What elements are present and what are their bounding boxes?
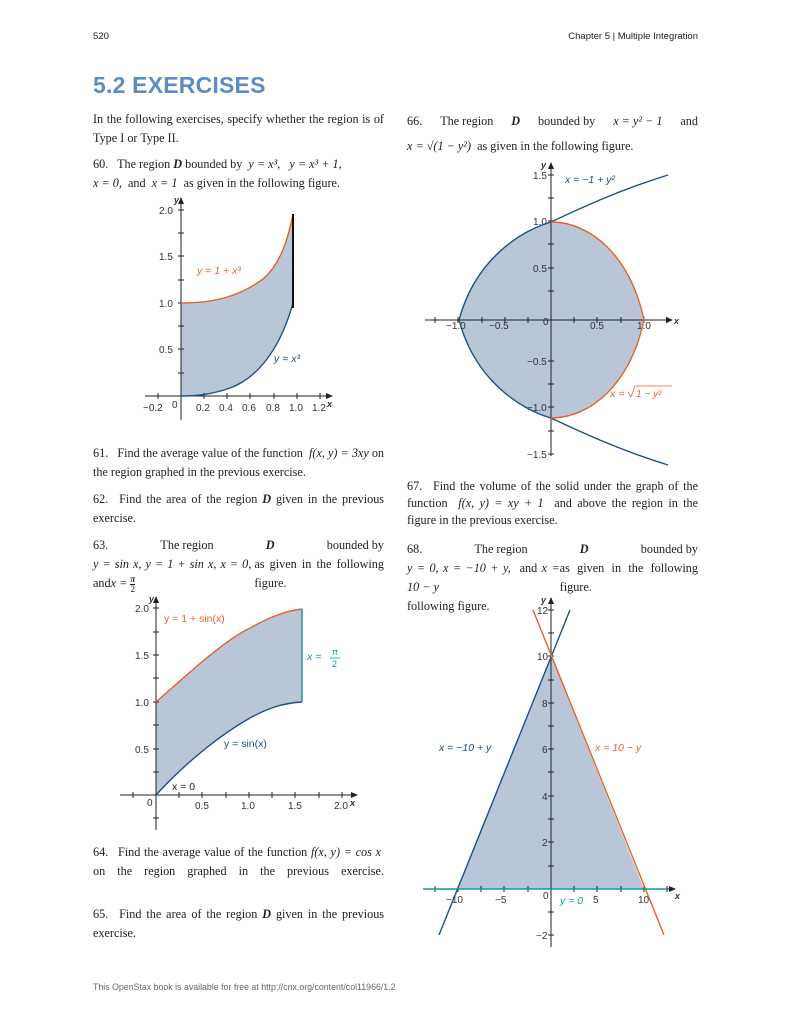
svg-text:1.2: 1.2 [312, 403, 326, 414]
svg-text:−1.5: −1.5 [527, 450, 547, 461]
svg-text:1.0: 1.0 [289, 403, 303, 414]
exercise-61: 61. Find the average value of the function f(x, y) = 3xy on the region graphed in the previous exercise. [93, 446, 385, 479]
svg-text:0.5: 0.5 [195, 801, 209, 812]
svg-text:−10: −10 [446, 895, 463, 906]
svg-text:x = 10 − y: x = 10 − y [595, 742, 642, 754]
svg-text:2.0: 2.0 [159, 206, 173, 217]
svg-text:1.0: 1.0 [637, 321, 651, 332]
svg-text:1 − y²: 1 − y² [636, 389, 662, 400]
exercise-68: 68. The region D bounded by y = 0, x = −10 + y, and x = 10 − y as given in the following figure. following figure. [407, 542, 698, 613]
figure-68 [423, 595, 681, 947]
svg-text:0.5: 0.5 [159, 345, 173, 356]
svg-text:−5: −5 [495, 895, 507, 906]
svg-text:8: 8 [542, 699, 548, 710]
svg-text:1.5: 1.5 [288, 801, 302, 812]
intro-text: In the following exercises, specify whether the region is of Type I or Type II. [93, 112, 384, 145]
exercise-65: 65. Find the area of the region D given in the previous exercise. [93, 907, 385, 940]
svg-text:1.5: 1.5 [533, 171, 547, 182]
svg-text:10: 10 [537, 652, 549, 663]
svg-text:−0.5: −0.5 [489, 321, 509, 332]
svg-text:0: 0 [147, 798, 153, 809]
svg-text:x: x [327, 399, 333, 409]
svg-text:x: x [674, 316, 680, 326]
figure-66 [425, 160, 680, 465]
exercise-66: 66. The region D bounded by x = y² − 1 and x = √(1 − y²) as given in the following figure. [407, 114, 698, 153]
svg-text:2: 2 [542, 838, 548, 849]
exercise-64: 64. Find the average value of the function f(x, y) = cos x on the region graphed in the previous exercise. [93, 845, 384, 878]
svg-text:2.0: 2.0 [334, 801, 348, 812]
svg-text:y = sin(x): y = sin(x) [224, 738, 267, 750]
svg-text:12: 12 [537, 606, 549, 617]
svg-text:0: 0 [543, 317, 549, 328]
svg-text:5: 5 [593, 895, 599, 906]
svg-text:6: 6 [542, 745, 548, 756]
exercise-60: 60. The region D bounded by y = x³, y = x³ + 1, x = 0, and x = 1 as given in the following figure. [93, 157, 342, 190]
svg-text:1.0: 1.0 [241, 801, 255, 812]
svg-text:0: 0 [543, 891, 549, 902]
svg-text:−0.2: −0.2 [143, 403, 163, 414]
svg-text:0: 0 [172, 400, 178, 411]
svg-text:x: x [350, 798, 356, 808]
exercise-67: 67. Find the volume of the solid under the graph of the function f(x, y) = xy + 1 and above the region in the figure in the previous exercise. [407, 479, 699, 527]
svg-text:y = 1 + sin(x): y = 1 + sin(x) [164, 613, 225, 625]
svg-text:x = −10 + y: x = −10 + y [439, 742, 492, 754]
svg-text:y: y [541, 160, 547, 170]
svg-text:0.5: 0.5 [533, 264, 547, 275]
svg-text:0.4: 0.4 [219, 403, 233, 414]
svg-text:0.8: 0.8 [266, 403, 280, 414]
svg-text:x = −1 + y²: x = −1 + y² [565, 174, 615, 186]
exercise-63: 63. The region D bounded by y = sin x, y = 1 + sin x, x = 0, andx = $\frac{\pi}{2}$ as given in the following figure. [93, 538, 384, 594]
svg-text:0.5: 0.5 [590, 321, 604, 332]
svg-text:−2: −2 [536, 931, 548, 942]
svg-text:0.5: 0.5 [135, 745, 149, 756]
svg-text:10: 10 [638, 895, 650, 906]
svg-text:x =: x = [307, 651, 322, 663]
section-title: 5.2 EXERCISES [93, 72, 266, 98]
exercise-62: 62. Find the area of the region D given in the previous exercise. [93, 492, 385, 525]
svg-text:0.6: 0.6 [242, 403, 256, 414]
footer-note: This OpenStax book is available for free at http://cnx.org/content/col11966/1.2 [93, 982, 396, 992]
svg-text:−1.0: −1.0 [446, 321, 466, 332]
svg-text:y = 1 + x³: y = 1 + x³ [197, 265, 241, 277]
svg-text:y: y [541, 595, 547, 605]
svg-text:1.5: 1.5 [135, 651, 149, 662]
svg-text:x = 0: x = 0 [172, 781, 196, 793]
page-number: 520 [93, 31, 109, 42]
svg-text:−1.0: −1.0 [527, 403, 547, 414]
svg-text:1.0: 1.0 [533, 217, 547, 228]
region-fill [156, 609, 302, 795]
svg-text:x =: x = [610, 388, 625, 400]
svg-text:π: π [332, 647, 339, 657]
svg-text:2.0: 2.0 [135, 604, 149, 615]
svg-text:x: x [675, 891, 681, 901]
svg-text:y = 0: y = 0 [560, 895, 584, 907]
svg-text:y: y [149, 594, 155, 604]
svg-text:2: 2 [332, 659, 338, 669]
figure-63 [120, 594, 357, 830]
svg-text:−0.5: −0.5 [527, 357, 547, 368]
figure-60 [143, 195, 333, 420]
svg-text:0.2: 0.2 [196, 403, 210, 414]
chapter-header: Chapter 5 | Multiple Integration [568, 31, 698, 42]
svg-text:1.5: 1.5 [159, 252, 173, 263]
svg-text:4: 4 [542, 792, 548, 803]
svg-text:y: y [174, 195, 180, 205]
svg-text:1.0: 1.0 [159, 299, 173, 310]
region-fill [181, 214, 293, 396]
svg-text:1.0: 1.0 [135, 698, 149, 709]
svg-text:y = x³: y = x³ [274, 353, 300, 365]
